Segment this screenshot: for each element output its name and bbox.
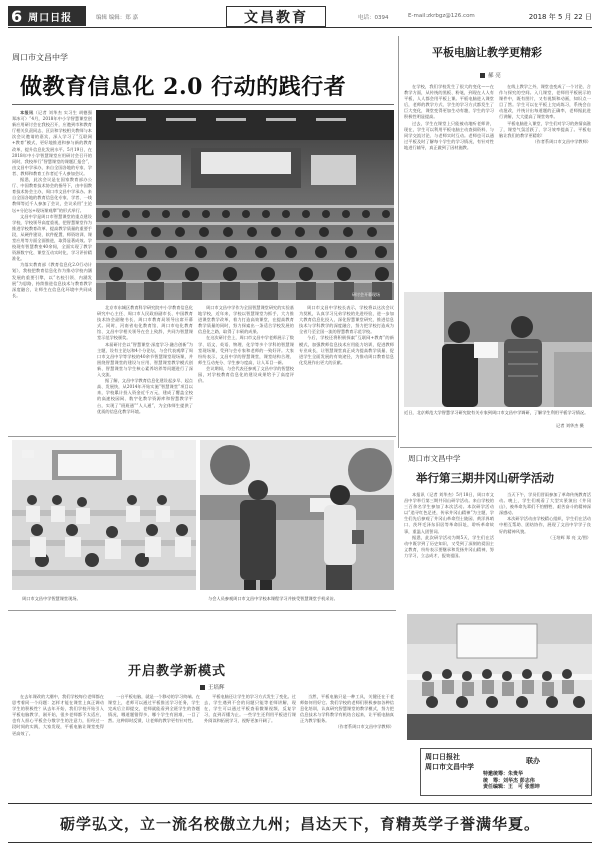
bottom-col4-p1: 当然，平板电脑只是一种工具，关键还在于老师如何用好它。我们学校的老师们积极参加各种信息化培训，认真研究智慧课堂的教学模式，努力把信息技术与学科教学有机结合起来，让平板电脑真正为教学服务。 — [300, 694, 394, 724]
bottom-article-byline — [200, 683, 225, 691]
right-col1-p1: 在学校，我们学校发生了很大的变化——在教学方面，从传统的黑板、粉笔，到现在人人有平板，人人都会用平板上课。平板电脑进入课堂后，老师的教学方式、学生的学习方式都发生了巨大变化，课堂变得更加生动有趣，学生的学习积极性明显提高。 — [404, 84, 494, 120]
section-title: 文昌教育 — [226, 6, 326, 27]
box-article-headline: 举行第三期井冈山研学活动 — [416, 471, 554, 485]
box-col1-p2: 据悉，此次研学活动为期5天，学生们在活动中既学到了历史知识，又受到了深刻的爱国主义教育，纷纷表示要继承和发扬井冈山精神，努力学习，立志成才，报效祖国。 — [404, 534, 494, 558]
main-col2-p1: 北京市东城区教育科学研究院中小学教育信息化研究中心主任、周口市人民政府副市长、中国教育技术协会副秘书长、周口市教育局领导出席开幕式。同时，河南省电化教育馆、周口市电化教育馆、文昌中学相关领导在会上致辞，共同为智慧课堂示范学校颁奖。 — [97, 305, 193, 341]
classroom-photo — [12, 440, 196, 590]
section-divider-right — [400, 447, 592, 448]
right-col1-p2: 过去，学生在课堂上只能被动地听老师讲，现在，学生可以利用平板电脑主动查阅资料、与同学交流讨论、与老师实时互动。老师也可以通过平板及时了解每个学生的学习情况，有针对性地进行辅导，真正做到了因材施教。 — [404, 120, 494, 150]
conference-photo-image — [96, 110, 394, 300]
editor-info: 编辑 编辑：郑 嘉 — [96, 15, 138, 21]
main-article-col-3 — [198, 305, 294, 435]
box-col2-end: （王培辉 郑 亮 文/图） — [547, 534, 591, 540]
section-divider-left — [8, 436, 396, 437]
box-col1-p1: 本报讯（记者 刘华杰）5月18日，周口市文昌中学举行第三期井冈山研学活动。来自学校的三百余名学生参加了本次活动。本次研学活动以“追寻红色足迹，传承井冈山精神”为主题，学生们先后参观了井冈山革命烈士陵园、黄洋界哨口、茨坪毛泽东旧居等革命旧址，聆听革命故事，重温入团誓词。 — [404, 492, 494, 534]
main-article-col-4 — [299, 305, 394, 435]
bottom-article-col-1 — [12, 694, 104, 798]
right-col2-p1: 在线上教学之外，课堂也变成了一个讨论、合作与探究的空间。入几课堂，老师用平板展示的课件中，既有图片，又有视频和动画，知识点一目了然。学生可以在平板上完成练习，系统会自动批改，并统计出每道题的正确率，老师据此进行讲解，大大提高了课堂效率。 — [499, 84, 591, 120]
right-byline-name: 郝 亮 — [488, 73, 501, 79]
partner-2: 周口市文昌中学 — [425, 762, 474, 771]
right-article-headline: 平板电脑让教学更精彩 — [432, 46, 542, 59]
main-article-kicker: 周口市文昌中学 — [12, 53, 68, 62]
bottom-byline-name: 王培辉 — [208, 685, 225, 691]
staff-line-2: 统 筹：刘华杰 彭志伟 — [483, 777, 535, 784]
footer-slogan: 砺学弘文，立一流名校傲立九州；昌达天下，育精英学子誉满华夏。 — [59, 814, 540, 833]
box-article-kicker: 周口市文昌中学 — [408, 454, 461, 463]
main-article-col-1 — [12, 110, 92, 435]
main-col1-p4: 为落实教育部《教育信息化2.0行动计划》，我校把教育信息化作为推动学校内涵发展的重要引擎，以“名校引领、内涵发展”为思路，持续推进信息技术与教育教学深度融合，让师生在信息化环境中共同成长。 — [12, 262, 92, 298]
byline-square-icon — [480, 73, 485, 78]
page-number-block — [8, 6, 86, 26]
footer-slogan-bar — [8, 803, 592, 843]
staff-line-3: 责任编辑：王 可 张想坤 — [483, 784, 540, 790]
box-article-col-2 — [499, 492, 591, 607]
main-col3-p1: 周口市文昌中学作为全国智慧课堂研究的实验基地学校，近年来，学校以智慧课堂为抓手，大力推进课堂教学改革，着力打造高效课堂，在提高教育教学质量的同时，努力探索出一条适合学校发展的信息化之路，取得了丰硕的成果。 — [198, 305, 294, 335]
paper-name: 周口日报 — [28, 12, 73, 24]
headline-rule — [12, 104, 394, 105]
box-col2-p2: 本次研学活动由学校精心组织，学生们在活动中相互帮助、团结协作，展现了文昌中学学子良好的精神风貌。 — [499, 516, 591, 534]
partner-1: 周口日报社 — [425, 752, 460, 761]
main-col1-p3: 文昌中学是周口市智慧课堂的重点建设学校，学校领导高度重视，把智慧课堂作为推进学校教育改革、提高教学质量的重要手段，从硬件建设、软件配置、师资培训、课堂应用等方面全面推进，取得显著成效。学校现有智慧教室40余间，全面实现了教学资源数字化、课堂互动实时化、学习评价精准化。 — [12, 213, 92, 262]
staff-list — [483, 771, 540, 791]
interview-photo-image — [200, 440, 394, 590]
interview-photo-caption: 与会人员参观周口市文昌中学校本课程学习并接受智慧课堂手机采访。 — [208, 596, 338, 601]
interview-photo — [200, 440, 394, 590]
issue-date: 2018 年 5 月 22 日 — [528, 13, 592, 21]
right-article-byline — [480, 71, 501, 79]
right-col2-p2: 平板电脑进入课堂，学生们对学习的热情高涨了，课堂气氛活跃了，学习效率提高了。平板电脑让我们的教学更精彩！ — [499, 120, 591, 138]
partner-joint-label: 联办 — [526, 756, 540, 765]
bottom-col3-p1: 平板电脑还让学生的学习方式发生了变化。过去，学生遇到不会的问题只能等老师讲解，现在，学生可以通过平板查看微课视频，反复学习，直到弄懂为止。一些学生还利用平板进行课外阅读和拓展学习，视野更加开阔了。 — [204, 694, 296, 724]
bottom-article-col-4 — [300, 694, 394, 798]
main-col4-p2: 今后，学校还将积极探索“互联网+教育”的新模式，加强教师信息技术应用能力培训，促进教师专业成长，让智慧课堂真正成为提高教学质量、促进学生全面发展的有效途径，为推动周口教育信息化发展作出更大的贡献。 — [299, 335, 394, 365]
staff-line-1: 特邀统筹：朱贵华 — [483, 771, 524, 777]
section-divider-lower — [8, 610, 396, 611]
tablet-photo-credit: 记者 刘华杰 摄 — [556, 423, 584, 428]
right-col2-end: （作者系周口市文昌中学教师） — [532, 138, 591, 144]
conference-photo — [96, 110, 394, 300]
main-col1-p1: （记者 刘华杰 实习生 胡德强 郑冰可）“4月，2018年中小学智慧课堂创新应用研讨会在我校召开，应邀到市和教育厅相关负责同志、区县和学校相关教师与本次会议邀请的嘉宾，深入学习了“互联网+教育”模式，更好地推进和参与新的教育改革，提升信息化发展水平。5月19日，在2018年中小学智慧课堂应用研讨会召开的同时，我校举行“智慧课堂的课题汇报会”，由文昌中学承办，来自全国各地的专家、学者、教师和教育工作者近千人参加会议。 — [12, 110, 92, 176]
bottom-article-headline: 开启教学新模式 — [128, 664, 227, 679]
bottom-col1-p1: 在去年课改的大潮中，我们学校每位老师都在思考着同一个问题：怎样才能在课堂上真正调动学生的积极性？从去年开始，我们学校开始引入平板电脑教学，刚开始，很多老师都不太适应，也有人担心平板会分散学生的注意力，但经过一段时间的实践，大家发现，平板电脑让课堂变得更高效了。 — [12, 694, 104, 736]
tablet-photo — [404, 292, 592, 407]
phone-info: 电话：0394 — [358, 15, 389, 21]
main-col2-p2: 本届研讨会以“智慧课堂·深度学习·融合创新”为主题，设有主论坛和4个分论坛，与会代表观摩了周口市文昌中学等学校的40余节智慧课堂现场课，并围绕智慧课堂的建设与应用、智慧课堂教学模式创新、智慧课堂与学生核心素养培养等问题进行了深入交流。 — [97, 341, 193, 378]
bottom-article-col-3 — [204, 694, 296, 798]
classroom-photo-caption: 周口市文昌中学智慧课堂现场。 — [22, 596, 81, 601]
bottom-article-col-2 — [108, 694, 200, 798]
bottom-col4-end: （作者系周口市文昌中学教师） — [335, 724, 394, 730]
main-col1-p2: 据悉，此次会议是在国家教育部办公厅、中国教育技术协会的指导下，由中国教育技术协会主办，周口市文昌中学承办。来自全国各地的教育信息化专家、学者、一线教师等近千人参加了会议，会议采用“主论坛+分论坛+现场课观摩”的形式举行。 — [12, 177, 92, 213]
study-trip-photo — [407, 614, 592, 740]
main-article-col-2 — [97, 305, 193, 435]
main-headline: 做教育信息化 2.0 行动的践行者 — [20, 74, 347, 100]
study-trip-photo-image — [407, 614, 592, 740]
right-article-col-2 — [499, 84, 591, 284]
box-article-col-1 — [404, 492, 494, 607]
box-col2-p1: 当天下午，学员们冒雨参加了革命传统教育活动。晚上，学生们观看了大型实景演出《井冈山》，被革命先辈们不怕牺牲、艰苦奋斗的精神深深感动。 — [499, 492, 591, 516]
tablet-photo-image — [404, 292, 592, 407]
byline-square-icon — [200, 685, 205, 690]
email-info: E-mail:zkrbgz@126.com — [408, 13, 475, 19]
masthead — [8, 6, 592, 28]
page-number: 6 — [11, 6, 23, 26]
main-col4-p1: 周口市文昌中学校长表示，学校将以这次会议为契机，认真学习兄弟学校的先进经验，进一步加大教育信息化投入，深化智慧课堂研究，推进信息技术与学科教学的深度融合，努力把学校打造成为全省乃至全国一流的智慧教育示范学校。 — [299, 305, 394, 335]
main-col3-p2: 在这次研讨会上，周口市文昌中学老师展示了数学、语文、英语、物理、化学等多个学科的智慧课堂现场课，受到与会专家和老师的一致好评。大家纷纷表示，文昌中学的智慧课堂，课堂结构合理、师生互动充分、学生参与度高，让人耳目一新。 — [198, 335, 294, 365]
main-col2-p3: 据了解，文昌中学教育信息化建设起步早、起点高、发展快，从2014年开始实施“智慧课堂”项目以来，学校累计投入资金近千万元，建成了覆盖全校的高速校园网、数字化教学资源库和智慧教学平台，实现了“班班通”“人人通”，为全体师生提供了优质的信息化教学环境。 — [97, 378, 193, 414]
classroom-photo-image — [12, 440, 196, 590]
bottom-col2-p1: 一台平板电脑，就是一个移动的学习终端。在课堂上，老师可以通过平板推送学习任务，学生完成后立即提交，老师就能看到全班学生的答题情况，哪道题错得多，哪个学生有困难，一目了然。这种即时反馈，让老师的教学更有针对性。 — [108, 694, 200, 724]
partner-box — [420, 748, 592, 796]
tablet-photo-caption: 近日，北京师范大学智慧学习研究院有关专家到周口市文昌中学调研，了解学生利用平板学习情况。 — [404, 410, 589, 415]
main-col3-p3: 会议期间，与会代表还参观了文昌中学的智慧校园，对学校教育信息化的建设成果给予了高度评价。 — [198, 365, 294, 384]
right-article-col-1 — [404, 84, 494, 284]
conference-photo-caption: 研讨会开幕现场 — [352, 292, 380, 297]
intro-byline: 本报讯 — [20, 110, 34, 115]
column-divider — [398, 36, 399, 448]
